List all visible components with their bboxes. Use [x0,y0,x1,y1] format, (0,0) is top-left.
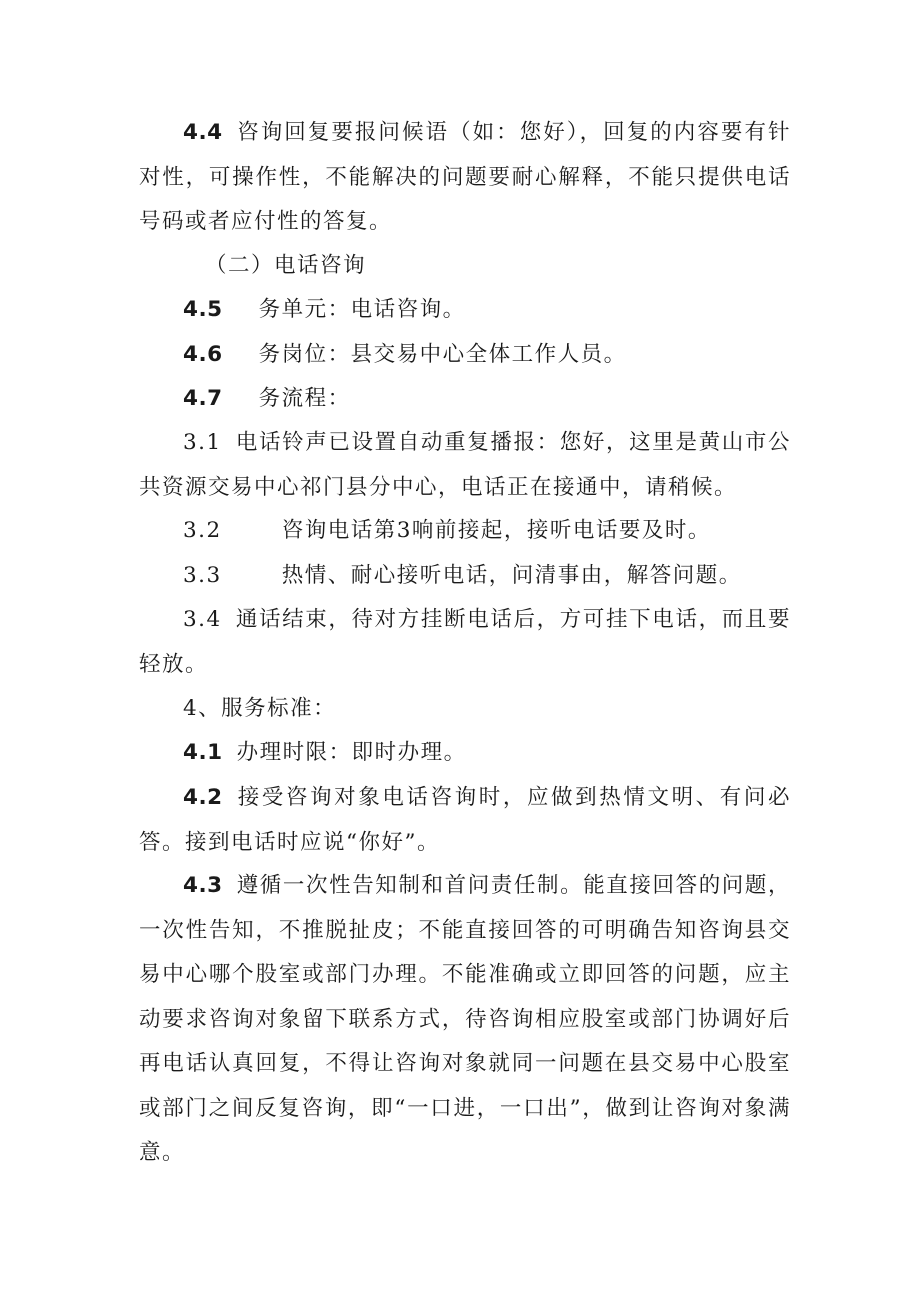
paragraph-4-3 [139,864,791,1176]
paragraph-4-1 [139,731,791,776]
clause-number: 4.5 [183,297,223,322]
clause-text: 通话结束，待对方挂断电话后，方可挂下电话，而且要轻放。 [139,607,791,677]
clause-text: 务岗位：县交易中心全体工作人员。 [258,342,627,367]
paragraph-4-6 [139,333,791,378]
clause-text: 咨询电话第3响前接起，接听电话要及时。 [281,518,711,543]
service-standard-heading: 4、服务标准： [183,696,337,721]
clause-number: 3.4 [183,607,222,632]
section-heading-phone-consult: （二）电话咨询 [205,253,367,278]
clause-text: 电话铃声已设置自动重复播报：您好，这里是黄山市公共资源交易中心祁门县分中心，电话正在接通中，请稍候。 [139,430,791,500]
clause-text: 务单元：电话咨询。 [258,297,466,322]
clause-text: 咨询回复要报问候语（如：您好），回复的内容要有针对性，可操作性，不能解决的问题要耐心解释，不能只提供电话号码或者应付性的答复。 [139,120,791,234]
paragraph-4-5 [139,288,791,333]
clause-text: 热情、耐心接听电话，问清事由，解答问题。 [281,563,742,588]
clause-text: 务流程： [258,386,351,411]
paragraph-4-7 [139,377,791,422]
clause-number: 3.2 [183,518,222,543]
clause-number: 4.4 [183,120,223,145]
clause-text: 接受咨询对象电话咨询时，应做到热情文明、有问必答。接到电话时应说“你好”。 [139,785,791,855]
clause-number: 4.6 [183,342,223,367]
clause-text: 办理时限：即时办理。 [236,740,467,765]
clause-number: 3.3 [183,563,222,588]
paragraph-3-1 [139,421,791,510]
paragraph-3-2 [139,509,791,554]
clause-number: 3.1 [183,430,222,455]
clause-number: 4.2 [183,785,223,810]
paragraph-4-2 [139,776,791,865]
clause-number: 4.3 [183,873,223,898]
clause-number: 4.7 [183,386,223,411]
paragraph-3-3 [139,554,791,599]
clause-text: 遵循一次性告知制和首问责任制。能直接回答的问题，一次性告知，不推脱扯皮；不能直接回答的可明确告知咨询县交易中心哪个股室或部门办理。不能准确或立即回答的问题，应主动要求咨询对象留下联系方式，待咨询相应股室或部门协调好后再电话认真回复，不得让咨询对象就同一问题在县交易中心股室或部门之间反复咨询，即“一口进，一口出”，做到让咨询对象满意。 [139,873,791,1165]
paragraph-3-4 [139,598,791,687]
clause-number: 4.1 [183,740,223,765]
paragraph-4-4 [139,111,791,245]
